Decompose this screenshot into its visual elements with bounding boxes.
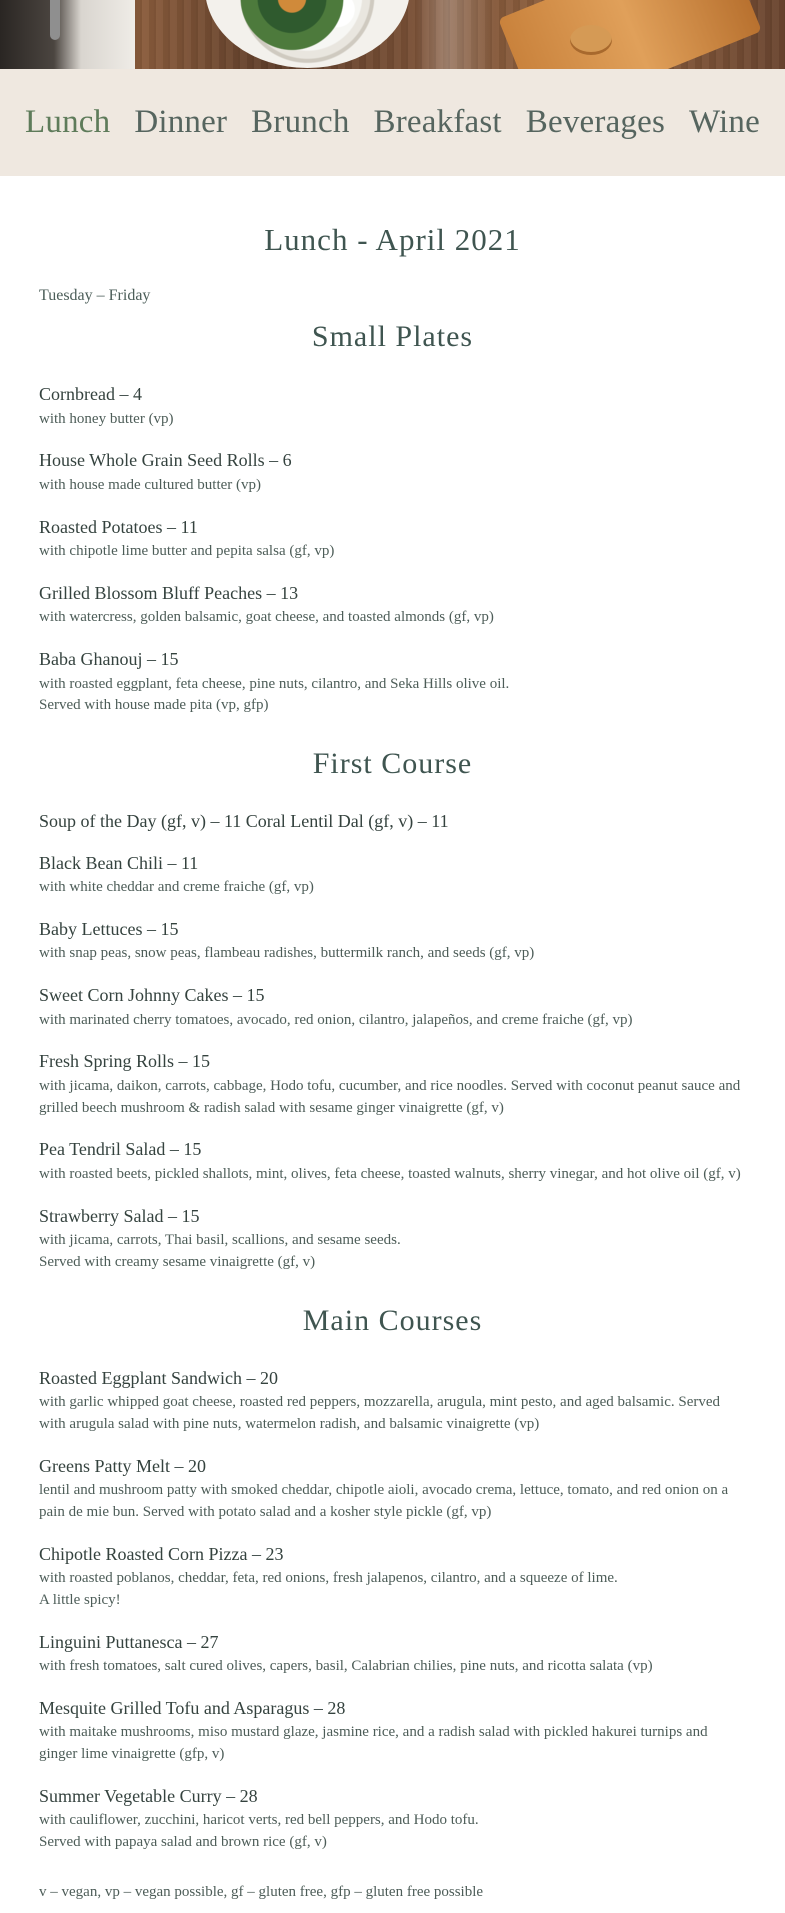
menu-item [39, 918, 746, 965]
menu-item [39, 1543, 746, 1612]
menu-section-small-plates [39, 320, 746, 717]
section-title: Main Courses [302, 1303, 483, 1337]
menu-item-description: with roasted poblanos, cheddar, feta, red onions, fresh jalapenos, cilantro, and a squeeze of lime. [39, 1570, 618, 1587]
menu-item-name: Baba Ghanouj – 15 [39, 649, 179, 670]
menu-item-name: Pea Tendril Salad – 15 [39, 1139, 202, 1160]
menu-item [39, 852, 746, 899]
nav-item-brunch[interactable]: Brunch [251, 104, 350, 140]
menu-item-name: Mesquite Grilled Tofu and Asparagus – 28 [39, 1697, 346, 1718]
menu-item-name: Chipotle Roasted Corn Pizza – 23 [39, 1543, 284, 1564]
menu-item-description: with honey butter (vp) [39, 410, 174, 427]
menu-item-description: with chipotle lime butter and pepita salsa (gf, vp) [39, 543, 335, 560]
menu-section-first-course [39, 747, 746, 1274]
menu-item-name: Strawberry Salad – 15 [39, 1205, 200, 1226]
menu-item-description: with watercress, golden balsamic, goat cheese, and toasted almonds (gf, vp) [39, 609, 494, 626]
menu-item-description: lentil and mushroom patty with smoked cheddar, chipotle aioli, avocado crema, lettuce, tomato, and red onion on a pain de mie bun. Served with potato salad and a kosher style pickle (gf, vp) [39, 1482, 729, 1520]
menu-item [39, 1205, 746, 1274]
menu-section-main-courses [39, 1304, 746, 1854]
menu-item-name: Grilled Blossom Bluff Peaches – 13 [39, 582, 299, 603]
menu-item-description: Served with creamy sesame vinaigrette (gf, v) [39, 1253, 316, 1270]
menu-item-description: A little spicy! [39, 1591, 121, 1608]
menu-item [39, 1697, 746, 1766]
menu-item [39, 582, 746, 629]
menu-item-name: Sweet Corn Johnny Cakes – 15 [39, 985, 265, 1006]
nav-item-breakfast[interactable]: Breakfast [373, 104, 502, 140]
menu-item [39, 1631, 746, 1678]
nav-item-dinner[interactable]: Dinner [134, 104, 228, 140]
menu-item [39, 1367, 746, 1436]
nav-item-lunch[interactable]: Lunch [25, 104, 111, 140]
menu-item-description: with fresh tomatoes, salt cured olives, capers, basil, Calabrian chilies, pine nuts, and ricotta salata (vp) [39, 1658, 653, 1675]
menu-item [39, 1785, 746, 1854]
menu-item-name: Roasted Eggplant Sandwich – 20 [39, 1367, 278, 1388]
menu-item-description: with roasted eggplant, feta cheese, pine nuts, cilantro, and Seka Hills olive oil. [39, 675, 510, 692]
menu-item [39, 1138, 746, 1185]
fork-icon [50, 0, 60, 40]
menu-item [39, 1455, 746, 1524]
menu-item-description: with marinated cherry tomatoes, avocado, red onion, cilantro, jalapeños, and creme fraiche (gf, vp) [39, 1011, 633, 1028]
menu-sections [39, 320, 746, 1854]
menu-item-name: House Whole Grain Seed Rolls – 6 [39, 450, 292, 471]
menu-item-description: with jicama, carrots, Thai basil, scallions, and sesame seeds. [39, 1232, 401, 1249]
page-title: Lunch - April 2021 [264, 222, 521, 257]
menu-item-description: Served with papaya salad and brown rice (gf, v) [39, 1834, 327, 1851]
menu-content [0, 223, 785, 1901]
menu-item-name: Roasted Potatoes – 11 [39, 516, 198, 537]
menu-item [39, 984, 746, 1031]
menu-item-description: with cauliflower, zucchini, haricot verts, red bell peppers, and Hodo tofu. [39, 1812, 479, 1829]
section-title: First Course [312, 747, 473, 781]
menu-item-name: Cornbread – 4 [39, 384, 142, 405]
spoon [570, 25, 612, 55]
nav-item-beverages[interactable]: Beverages [525, 104, 666, 140]
menu-item-name: Linguini Puttanesca – 27 [39, 1631, 219, 1652]
menu-item-name: Soup of the Day (gf, v) – 11 Coral Lentil Dal (gf, v) – 11 [39, 811, 449, 832]
menu-item-description: with garlic whipped goat cheese, roasted red peppers, mozzarella, arugula, mint pesto, and aged balsamic. Served with arugula salad with pine nuts, watermelon radish, and balsamic vinaigrette (vp) [39, 1394, 720, 1432]
menu-item-description: with white cheddar and creme fraiche (gf, vp) [39, 879, 314, 896]
menu-item-description: with jicama, daikon, carrots, cabbage, Hodo tofu, cucumber, and rice noodles. Served with coconut peanut sauce and grilled beech mushroom & radish salad with sesame ginger vinaigrette (gf, v) [39, 1077, 741, 1116]
menu-item-name: Greens Patty Melt – 20 [39, 1455, 206, 1476]
menu-item-name: Fresh Spring Rolls – 15 [39, 1051, 211, 1072]
menu-item-description: with house made cultured butter (vp) [39, 476, 262, 493]
menu-item-name: Black Bean Chili – 11 [39, 852, 199, 873]
menu-nav [0, 69, 785, 176]
menu-item-description: with maitake mushrooms, miso mustard glaze, jasmine rice, and a radish salad with pickled hakurei turnips and ginger lime vinaigrette (gfp, v) [39, 1724, 708, 1763]
menu-item [39, 648, 746, 717]
menu-item-description: with roasted beets, pickled shallots, mint, olives, feta cheese, toasted walnuts, sherry vinegar, and hot olive oil (gf, v) [39, 1165, 741, 1182]
menu-item-name: Summer Vegetable Curry – 28 [39, 1785, 258, 1806]
menu-item [39, 449, 746, 496]
menu-item-name: Baby Lettuces – 15 [39, 918, 179, 939]
napkin [0, 0, 135, 69]
menu-item-description: Served with house made pita (vp, gfp) [39, 697, 269, 714]
dietary-legend: v – vegan, vp – vegan possible, gf – gluten free, gfp – gluten free possible [39, 1883, 484, 1900]
glass [415, 0, 495, 69]
hero-image [0, 0, 785, 69]
section-title: Small Plates [311, 320, 474, 354]
service-days: Tuesday – Friday [39, 287, 151, 305]
menu-item [39, 383, 746, 430]
menu-item [39, 810, 746, 833]
menu-item [39, 1050, 746, 1119]
menu-item-description: with snap peas, snow peas, flambeau radishes, buttermilk ranch, and seeds (gf, vp) [39, 945, 535, 962]
nav-item-wine[interactable]: Wine [689, 104, 760, 140]
menu-item [39, 516, 746, 563]
